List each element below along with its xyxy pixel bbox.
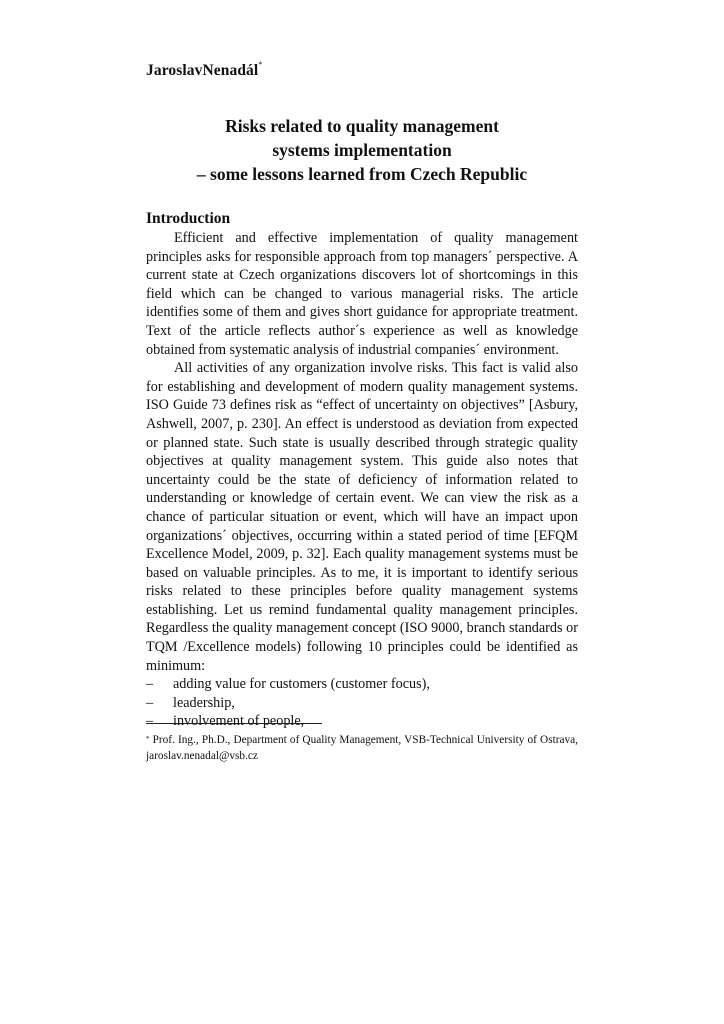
title-line-2: systems implementation xyxy=(272,140,452,160)
footnote-text: Prof. Ing., Ph.D., Department of Quality Management, VSB-Technical University of Ostrava, jaroslav.nenadal@vsb.cz xyxy=(146,734,578,762)
author-name xyxy=(146,62,262,80)
list-item-text: leadership, xyxy=(173,694,235,711)
body-text xyxy=(146,229,578,731)
list-dash: – xyxy=(146,694,154,711)
author-text: JaroslavNenadál xyxy=(146,62,259,79)
paragraph-2: All activities of any organization involve risks. This fact is valid also for establishing and development of modern quality management systems. ISO Guide 73 defines risk as “effect of uncertainty on objectives” [Asbury, Ashwell, 2007, p. 230]. An effect is understood as deviation from expected or planned state. Such state is usually described through strategic quality objectives at quality management system. This guide also notes that uncertainty could be the state of deficiency of information related to understanding or knowledge of certain event. We can view the risk as a chance of particular situation or event, which will have an impact upon organizations´ objectives, occurring within a stated period of time [EFQM Excellence Model, 2009, p. 32]. Each quality management systems must be based on valuable principles. As to me, it is important to identify serious risks related to these principles before quality management systems establishing. Let us remind fundamental quality management principles. Regardless the quality management concept (ISO 9000, branch standards or TQM /Excellence models) following 10 principles could be identified as minimum: xyxy=(146,360,578,674)
footnote-divider xyxy=(146,723,322,724)
author-footnote-marker: * xyxy=(258,60,263,69)
list-item-text: adding value for customers (customer focus), xyxy=(173,676,430,693)
title-line-3: – some lessons learned from Czech Republic xyxy=(196,164,528,184)
footnote xyxy=(146,732,578,764)
paper-title xyxy=(146,114,578,186)
list-dash: – xyxy=(146,676,154,693)
list-dash: – xyxy=(146,713,154,730)
list-item-text: involvement of people, xyxy=(173,713,305,730)
list-item xyxy=(146,712,578,731)
list-item xyxy=(146,694,578,713)
paragraph-1: Efficient and effective implementation of quality management principles asks for responsible approach from top managers´ perspective. A current state at Czech organizations discovers lot of shortcomings in this field which can be changed to various managerial risks. The article identifies some of them and gives short guidance for appropriate treatment. Text of the article reflects author´s experience as well as knowledge obtained from systematic analysis of industrial companies´ environment. xyxy=(146,230,578,358)
section-heading: Introduction xyxy=(146,210,231,227)
list-item xyxy=(146,675,578,694)
title-line-1: Risks related to quality management xyxy=(225,116,499,136)
footnote-marker: * xyxy=(146,735,150,743)
